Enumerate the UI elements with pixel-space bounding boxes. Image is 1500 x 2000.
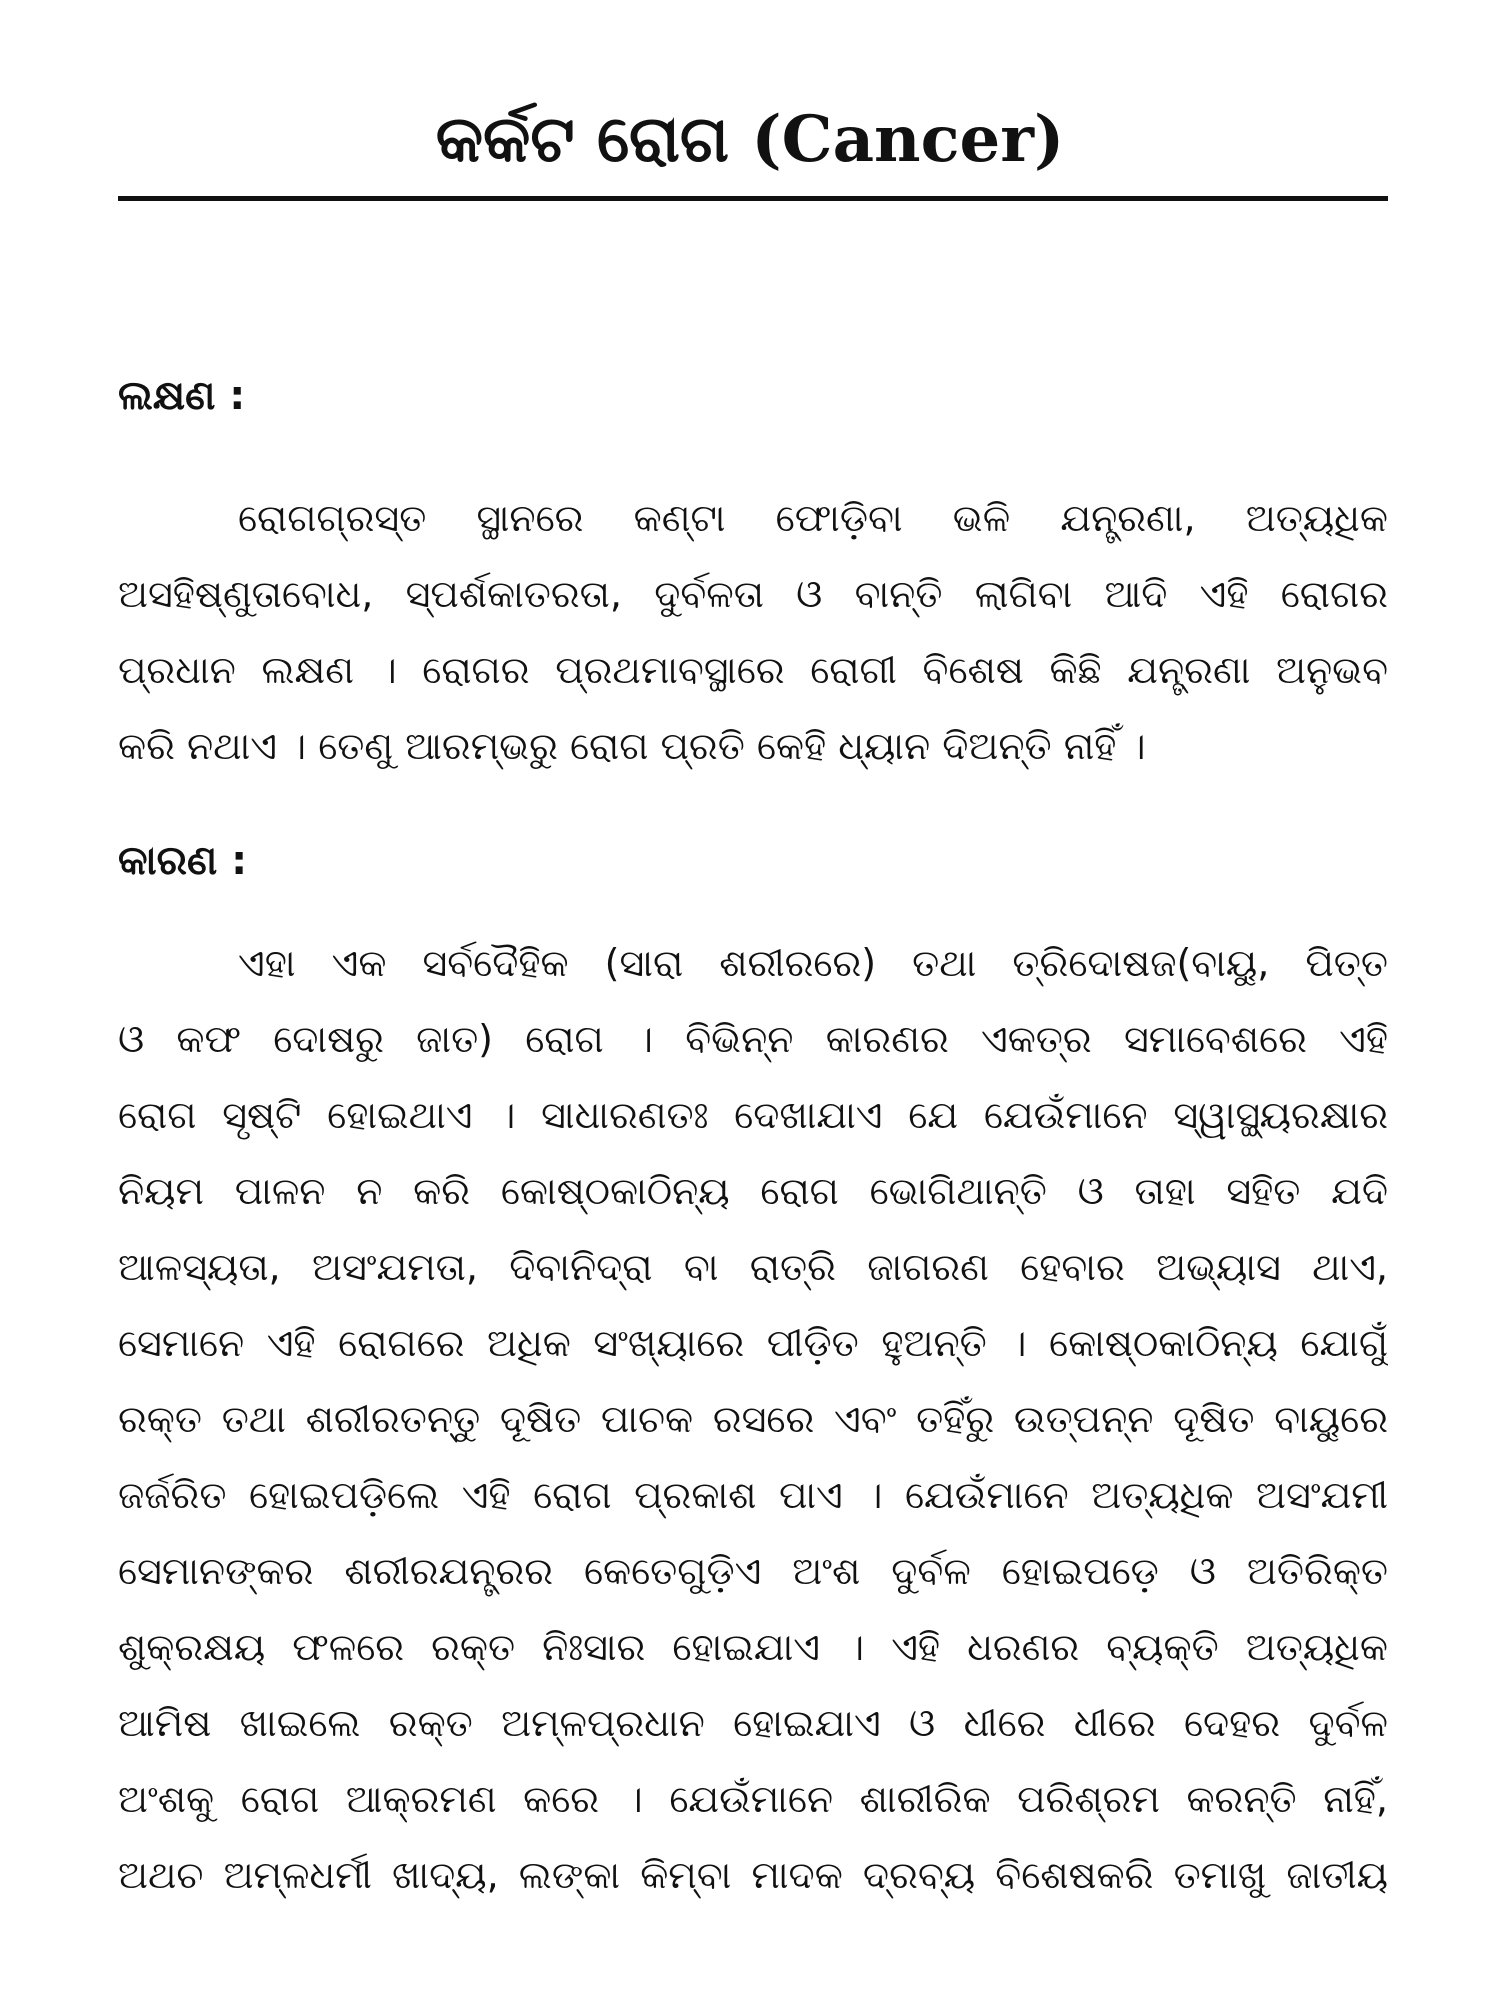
paragraph-line: ରକ୍ତ ତଥା ଶରୀରତନ୍ତୁ ଦୂଷିତ ପାଚକ ରସରେ ଏବଂ ତହିଁରୁ ଉତ୍ପନ୍ନ ଦୂଷିତ ବାୟୁରେ	[118, 1397, 1388, 1441]
title-divider	[118, 196, 1388, 201]
paragraph-line: ପ୍ରଧାନ ଲକ୍ଷଣ । ରୋଗର ପ୍ରଥମାବସ୍ଥାରେ ରୋଗୀ ବିଶେଷ କିଛି ଯନ୍ତ୍ରଣା ଅନୁଭବ	[118, 648, 1388, 692]
paragraph-line: ଅସହିଷ୍ଣୁତାବୋଧ, ସ୍ପର୍ଶକାତରତା, ଦୁର୍ବଳତା ଓ ବାନ୍ତି ଲାଗିବା ଆଦି ଏହି ରୋଗର	[118, 572, 1388, 616]
title-english: (Cancer)	[751, 102, 1065, 177]
paragraph-line: ଓ କଫ ଦୋଷରୁ ଜାତ) ରୋଗ । ବିଭିନ୍ନ କାରଣର ଏକତ୍ର ସମାବେଶରେ ଏହି	[118, 1017, 1388, 1061]
paragraph-line: ଶୁକ୍ରକ୍ଷୟ ଫଳରେ ରକ୍ତ ନିଃସାର ହୋଇଯାଏ । ଏହି ଧରଣର ବ୍ୟକ୍ତି ଅତ୍ୟଧିକ	[118, 1625, 1388, 1669]
paragraph-line: ଅଂଶକୁ ରୋଗ ଆକ୍ରମଣ କରେ । ଯେଉଁମାନେ ଶାରୀରିକ ପରିଶ୍ରମ କରନ୍ତି ନାହିଁ,	[118, 1777, 1388, 1821]
causes-heading: କାରଣ :	[118, 838, 248, 884]
causes-paragraph	[118, 925, 1388, 1913]
paragraph-line: ରୋଗଗ୍ରସ୍ତ ସ୍ଥାନରେ କଣ୍ଟା ଫୋଡ଼ିବା ଭଳି ଯନ୍ତ୍ରଣା, ଅତ୍ୟଧିକ	[238, 496, 1388, 540]
paragraph-line: ଆମିଷ ଖାଇଲେ ରକ୍ତ ଅମ୍ଳପ୍ରଧାନ ହୋଇଯାଏ ଓ ଧୀରେ ଧୀରେ ଦେହର ଦୁର୍ବଳ	[118, 1701, 1388, 1745]
paragraph-line: ରୋଗ ସୃଷ୍ଟି ହୋଇଥାଏ । ସାଧାରଣତଃ ଦେଖାଯାଏ ଯେ ଯେଉଁମାନେ ସ୍ୱାସ୍ଥ୍ୟରକ୍ଷାର	[118, 1093, 1388, 1137]
paragraph-line: ଜର୍ଜରିତ ହୋଇପଡ଼ିଲେ ଏହି ରୋଗ ପ୍ରକାଶ ପାଏ । ଯେଉଁମାନେ ଅତ୍ୟଧିକ ଅସଂଯମୀ	[118, 1473, 1388, 1517]
paragraph-line: ସେମାନଙ୍କର ଶରୀରଯନ୍ତ୍ରର କେତେଗୁଡ଼ିଏ ଅଂଶ ଦୁର୍ବଳ ହୋଇପଡ଼େ ଓ ଅତିରିକ୍ତ	[118, 1549, 1388, 1593]
paragraph-line: ଏହା ଏକ ସର୍ବଦୈହିକ (ସାରା ଶରୀରରେ) ତଥା ତ୍ରିଦୋଷଜ(ବାୟୁ, ପିତ୍ତ	[238, 941, 1388, 985]
paragraph-line: ସେମାନେ ଏହି ରୋଗରେ ଅଧିକ ସଂଖ୍ୟାରେ ପୀଡ଼ିତ ହୁଅନ୍ତି । କୋଷ୍ଠକାଠିନ୍ୟ ଯୋଗୁଁ	[118, 1321, 1388, 1365]
title-odia: କର୍କଟ ରୋଗ	[435, 103, 730, 177]
paragraph-line: ନିୟମ ପାଳନ ନ କରି କୋଷ୍ଠକାଠିନ୍ୟ ରୋଗ ଭୋଗିଥାନ୍ତି ଓ ତାହା ସହିତ ଯଦି	[118, 1169, 1388, 1213]
page-title	[0, 100, 1500, 180]
paragraph-line: ଆଳସ୍ୟତା, ଅସଂଯମତା, ଦିବାନିଦ୍ରା ବା ରାତ୍ରି ଜାଗରଣ ହେବାର ଅଭ୍ୟାସ ଥାଏ,	[118, 1245, 1388, 1289]
paragraph-line: କରି ନଥାଏ । ତେଣୁ ଆରମ୍ଭରୁ ରୋଗ ପ୍ରତି କେହି ଧ୍ୟାନ ଦିଅନ୍ତି ନାହିଁ ।	[118, 724, 1146, 768]
paragraph-line: ଅଥଚ ଅମ୍ଳଧର୍ମୀ ଖାଦ୍ୟ, ଲଙ୍କା କିମ୍ବା ମାଦକ ଦ୍ରବ୍ୟ ବିଶେଷକରି ତମାଖୁ ଜାତୀୟ	[118, 1853, 1388, 1897]
symptoms-paragraph	[118, 480, 1388, 784]
symptoms-heading: ଲକ୍ଷଣ :	[118, 373, 246, 419]
